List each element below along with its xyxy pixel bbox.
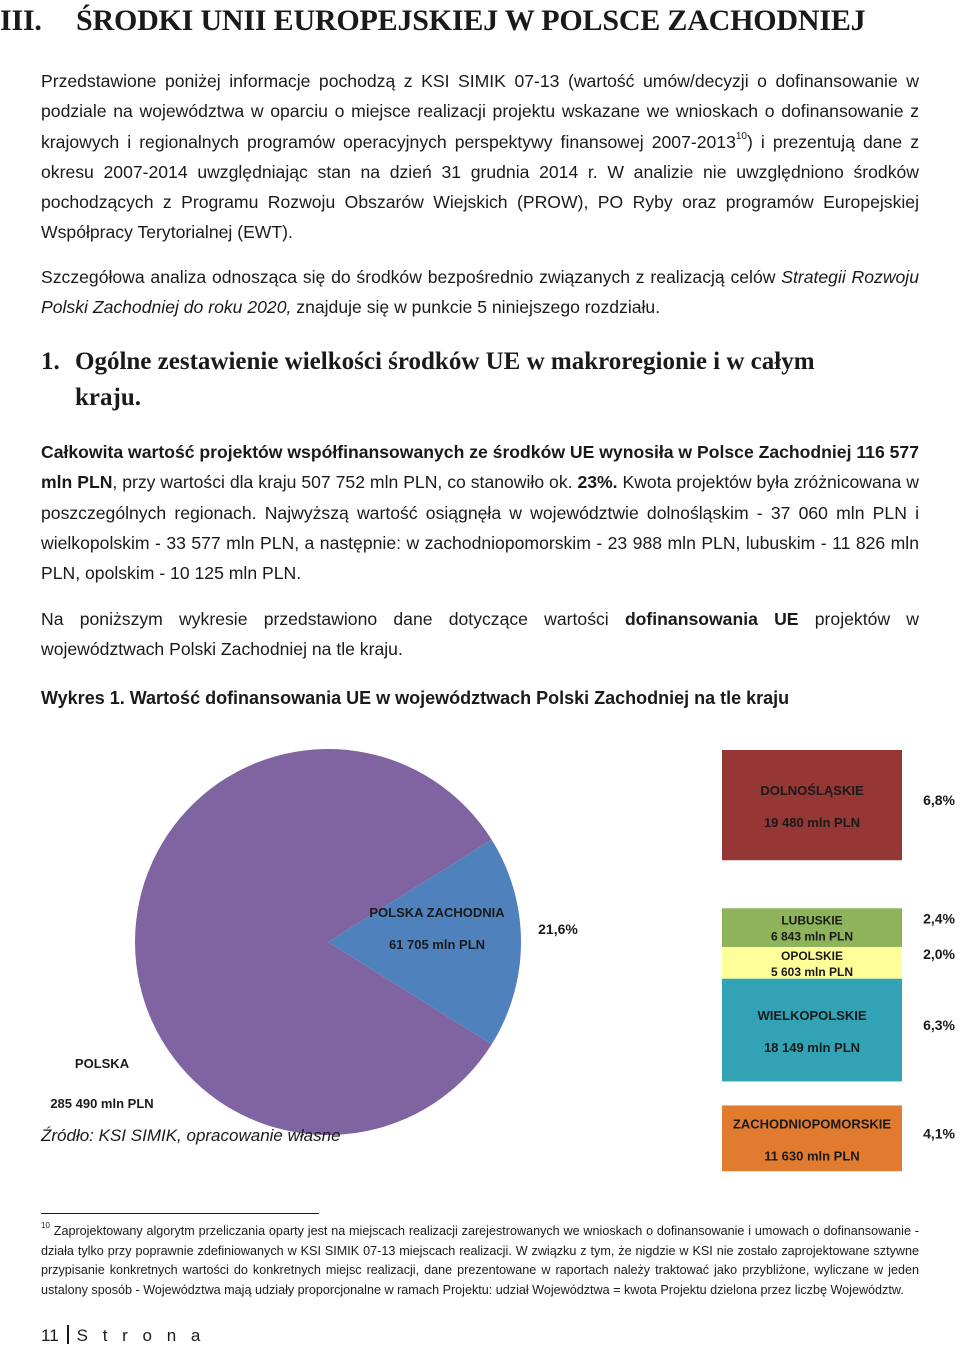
segment-name-dolnoslaskie: DOLNOŚLĄSKIE (760, 783, 864, 799)
summary-text-2: Kwota projektów była zróżnicowana w poszczególnych regionach. Najwyższą wartość osiągnęła w województwie dolnośląskim - 37 060 mln PLN i wielkopolskim - 33 577 mln PLN, a następnie: w zachodniopomorskim - 23 988 mln PLN, lubuskim - 11 826 mln PLN, opolskim - 10 125 mln PLN. (41, 472, 919, 584)
footnote-text: Zaprojektowany algorytm przeliczania oparty jest na miejscach realizacji zarejestrowanych we wnioskach o dofinansowanie i umowach o dofinansowanie - działa tylko przy poprawnie zdefiniowanych w KSI SIMIK 07-13 miejscach realizacji. W związku z tym, że nigdzie w KSI nie zostało zaprojektowane sztywne przypisanie konkretnych wartości do konkretnych miejsc realizacji, dane prezentowane w raportach należy traktować jako przybliżone, wyliczane w jeden ustalony sposób - Województwa mają udziały proporcjonalne w ramach Projektu: udział Województwa = kwota Projektu dzielona przez liczbę Województw. (41, 1224, 919, 1297)
page-number-separator (67, 1325, 69, 1344)
summary-share: 23%. (577, 472, 618, 493)
analysis-text-a: Szczegółowa analiza odnosząca się do środków bezpośrednio związanych z realizacją celów (41, 267, 782, 287)
label-polska-name: POLSKA (74, 1056, 130, 1071)
chapter-heading (0, 4, 865, 38)
summary-total: Całkowita wartość projektów współfinansowanych ze środków UE wynosiła w Polsce Zachodniej 116 577 mln PLN (41, 442, 919, 493)
chart-intro-text-2: projektów w województwach Polski Zachodniej na tle kraju. (41, 609, 919, 660)
segment-value-lubuskie: 6 843 mln PLN (770, 929, 854, 944)
chart-intro-bold: dofinansowania UE (624, 609, 799, 629)
label-polska-value: 285 490 mln PLN (50, 1096, 154, 1111)
segment-share-wielkopolskie: 6,3% (923, 1017, 955, 1034)
analysis-paragraph (41, 262, 919, 323)
segment-share-zachodniopomorskie: 4,1% (923, 1125, 955, 1142)
label-polska-zachodnia-share: 21,6% (538, 921, 578, 937)
segment-name-opolskie: OPOLSKIE (780, 948, 844, 963)
page-number (41, 1325, 205, 1346)
segment-name-wielkopolskie: WIELKOPOLSKIE (757, 1008, 867, 1024)
segment-value-opolskie: 5 603 mln PLN (770, 964, 854, 979)
footnote-ref[interactable]: 10 (735, 130, 747, 142)
summary-paragraph (41, 437, 919, 588)
strategy-name: Strategii Rozwoju Polski Zachodniej do roku 2020, (41, 267, 919, 318)
segment-wielkopolskie (722, 979, 902, 1082)
intro-paragraph (41, 66, 919, 248)
source-note: Źródło: KSI SIMIK, opracowanie własne (41, 1126, 341, 1145)
segment-name-zachodniopomorskie: ZACHODNIOPOMORSKIE (732, 1116, 892, 1132)
footnote-divider (41, 1213, 319, 1214)
segment-name-lubuskie: LUBUSKIE (781, 913, 843, 928)
segment-share-dolnoslaskie: 6,8% (923, 792, 955, 809)
segment-value-wielkopolskie: 18 149 mln PLN (763, 1040, 861, 1056)
segment-share-opolskie: 2,0% (923, 945, 955, 962)
page-label: S t r o n a (76, 1326, 206, 1345)
chapter-number: III. (0, 4, 42, 37)
chart-intro-text-1: Na poniższym wykresie przedstawiono dane dotyczące wartości (41, 609, 625, 629)
segment-value-dolnoslaskie: 19 480 mln PLN (763, 815, 861, 831)
label-polska-zachodnia-name: POLSKA ZACHODNIA (369, 905, 505, 920)
chart-intro-paragraph (41, 604, 919, 665)
section-heading (41, 344, 921, 416)
page-number-value: 11 (41, 1326, 59, 1345)
footnote (41, 1222, 919, 1300)
section-title-line1: Ogólne zestawienie wielkości środków UE w makroregionie i w całym (75, 348, 815, 375)
chart-caption: Wykres 1. Wartość dofinansowania UE w województwach Polski Zachodniej na tle kraju (41, 688, 790, 708)
analysis-text-b: znajduje się w punkcie 5 niniejszego rozdziału. (291, 297, 661, 318)
footnote-number: 10 (41, 1220, 50, 1230)
intro-text-a: Przedstawione poniżej informacje pochodzą z KSI SIMIK 07-13 (wartość umów/decyzji o dofinansowanie w podziale na województwa w oparciu o miejsce realizacji projektu wskazane we wnioskach o dofinansowanie z krajowych i regionalnych programów operacyjnych perspektywy finansowej 2007-2013 (41, 71, 919, 152)
section-title-line2: kraju. (75, 384, 141, 411)
segment-share-lubuskie: 2,4% (923, 910, 955, 927)
segment-dolnoslaskie (722, 750, 902, 860)
intro-text-b: ) i prezentują dane z okresu 2007-2014 uwzględniając stan na dzień 31 grudnia 2014 r. W analizie nie uwzględniono środków pochodzących z Programu Rozwoju Obszarów Wiejskich (PROW), PO Ryby oraz programów Europejskiej Współpracy Terytorialnej (EWT). (41, 131, 919, 243)
summary-text-1: , przy wartości dla kraju 507 752 mln PLN, co stanowiło ok. (112, 472, 578, 493)
segment-value-zachodniopomorskie: 11 630 mln PLN (764, 1148, 860, 1164)
section-number: 1. (41, 348, 60, 375)
label-polska-zachodnia-value: 61 705 mln PLN (388, 937, 486, 952)
chapter-title: ŚRODKI UNII EUROPEJSKIEJ W POLSCE ZACHODNIEJ (76, 4, 866, 37)
